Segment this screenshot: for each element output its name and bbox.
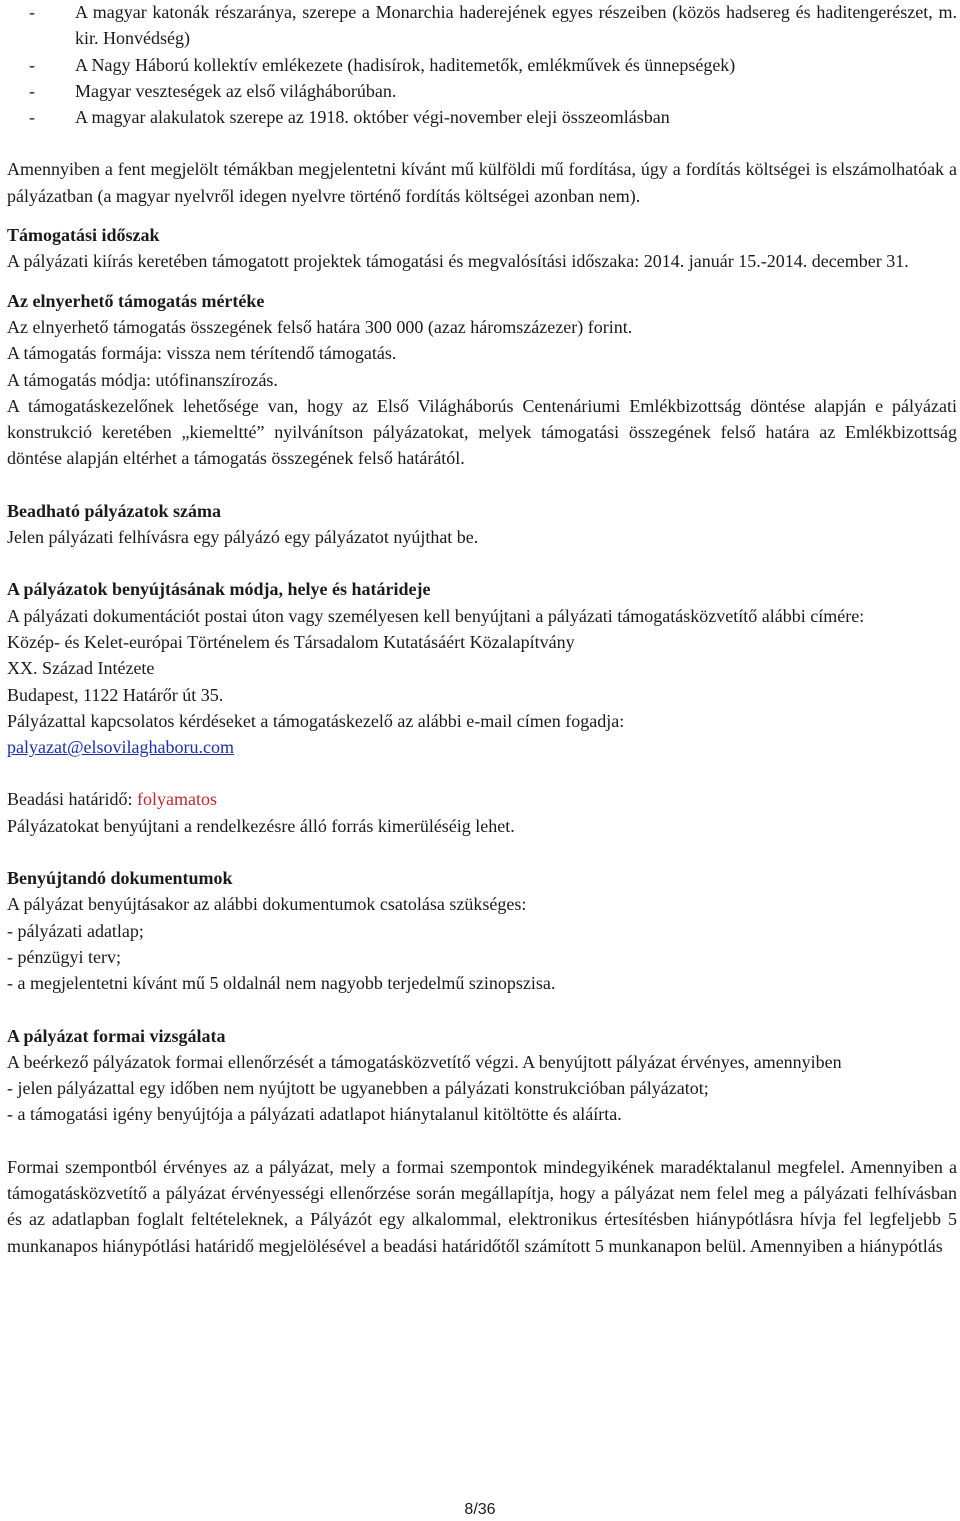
list-item (7, 104, 957, 130)
period-text: A pályázati kiírás keretében támogatott projektek támogatási és megvalósítási időszaka: 2014. január 15.-2014. december 31. (7, 251, 909, 272)
deadline-value: folyamatos (136, 789, 217, 810)
section-heading-amount: Az elnyerhető támogatás mértéke (7, 290, 265, 311)
amount-line-form: A támogatás formája: vissza nem térítendő támogatás. (7, 343, 397, 364)
list-item: - pályázati adatlap; (7, 920, 144, 941)
list-item: - pénzügyi terv; (7, 946, 121, 967)
section-heading-period: Támogatási időszak (7, 225, 160, 246)
list-item: - a támogatási igény benyújtója a pályázati adatlapot hiánytalanul kitöltötte és aláírta. (7, 1104, 622, 1125)
email-link[interactable]: palyazat@elsovilaghaboru.com (7, 737, 234, 758)
list-dash: - (29, 54, 35, 75)
list-item: - a megjelentetni kívánt mű 5 oldalnál nem nagyobb terjedelmű szinopszisa. (7, 973, 556, 994)
deadline-line (7, 786, 957, 812)
section-heading-count: Beadható pályázatok száma (7, 500, 222, 521)
formal-intro: A beérkező pályázatok formai ellenőrzését a támogatásközvetítő végzi. A benyújtott pályázat érvényes, amennyiben (7, 1051, 842, 1072)
deadline-note: Pályázatokat benyújtani a rendelkezésre álló forrás kimerüléséig lehet. (7, 815, 515, 836)
list-item (7, 52, 957, 78)
page-number: 8/36 (464, 1501, 496, 1518)
amount-line-method: A támogatás módja: utófinanszírozás. (7, 369, 278, 390)
list-item-text: A magyar katonák részaránya, szerepe a Monarchia haderejének egyes részeiben (közös hadsereg és haditengerészet, m. kir. Honvédség) (75, 2, 957, 49)
section-heading-documents: Benyújtandó dokumentumok (7, 868, 233, 889)
documents-intro: A pályázat benyújtásakor az alábbi dokumentumok csatolása szükséges: (7, 894, 527, 915)
list-item (7, 0, 957, 52)
section-heading-formal: A pályázat formai vizsgálata (7, 1025, 226, 1046)
list-dash: - (29, 107, 35, 128)
list-item: - jelen pályázattal egy időben nem nyújtott be ugyanebben a pályázati konstrukcióban pályázatot; (7, 1078, 709, 1099)
deadline-label: Beadási határidő: (7, 789, 137, 810)
list-item-text: A magyar alakulatok szerepe az 1918. október végi-november eleji összeomlásban (75, 107, 670, 128)
count-text: Jelen pályázati felhívásra egy pályázó egy pályázatot nyújthat be. (7, 527, 479, 548)
email-intro: Pályázattal kapcsolatos kérdéseket a támogatáskezelő az alábbi e-mail címen fogadja: (7, 710, 625, 731)
list-item (7, 78, 957, 104)
translation-paragraph: Amennyiben a fent megjelölt témákban megjelentetni kívánt mű külföldi mű fordítása, úgy a fordítás költségei is elszámolhatóak a pályázatban (a magyar nyelvről idegen nyelvre történő fordítás költségei azonban nem). (7, 159, 957, 206)
address-line-3: Budapest, 1122 Határőr út 35. (7, 684, 224, 705)
section-heading-submission: A pályázatok benyújtásának módja, helye és határideje (7, 579, 431, 600)
address-line-2: XX. Század Intézete (7, 658, 155, 679)
list-dash: - (29, 80, 35, 101)
list-dash: - (29, 2, 35, 22)
topic-list (7, 0, 957, 130)
list-item-text: A Nagy Háború kollektív emlékezete (hadisírok, haditemetők, emlékművek és ünnepségek) (75, 54, 736, 75)
document-page (7, 0, 957, 1259)
address-line-1: Közép- és Kelet-európai Történelem és Társadalom Kutatásáért Közalapítvány (7, 631, 575, 652)
submission-text: A pályázati dokumentációt postai úton vagy személyesen kell benyújtani a pályázati támogatásközvetítő alábbi címére: (7, 605, 865, 626)
amount-line-max: Az elnyerhető támogatás összegének felső határa 300 000 (azaz háromszázezer) forint. (7, 316, 633, 337)
formal-paragraph: Formai szempontból érvényes az a pályázat, mely a formai szempontok mindegyikének maradéktalanul megfelel. Amennyiben a támogatásközvetítő a pályázat érvényességi ellenőrzése során megállapítja, hogy a pályázat nem felel meg a pályázati felhívásban és az adatlapban foglalt feltételeknek, a Pályázót egy alkalommal, elektronikus értesítésben hiánypótlásra hívja fel legfeljebb 5 munkanapos hiánypótlási határidő megjelölésével a beadási határidőtől számított 5 munkanapon belül. Amennyiben a hiánypótlás (7, 1156, 957, 1256)
amount-paragraph: A támogatáskezelőnek lehetősége van, hogy az Első Világháborús Centenáriumi Emlékbizottság döntése alapján e pályázati konstrukció keretében „kiemeltté” nyilvánítson pályázatokat, melyek támogatási összegének felső határa az Emlékbizottság döntése alapján eltérhet a támogatás összegének felső határától. (7, 395, 957, 469)
list-item-text: Magyar veszteségek az első világháborúban. (75, 80, 397, 101)
